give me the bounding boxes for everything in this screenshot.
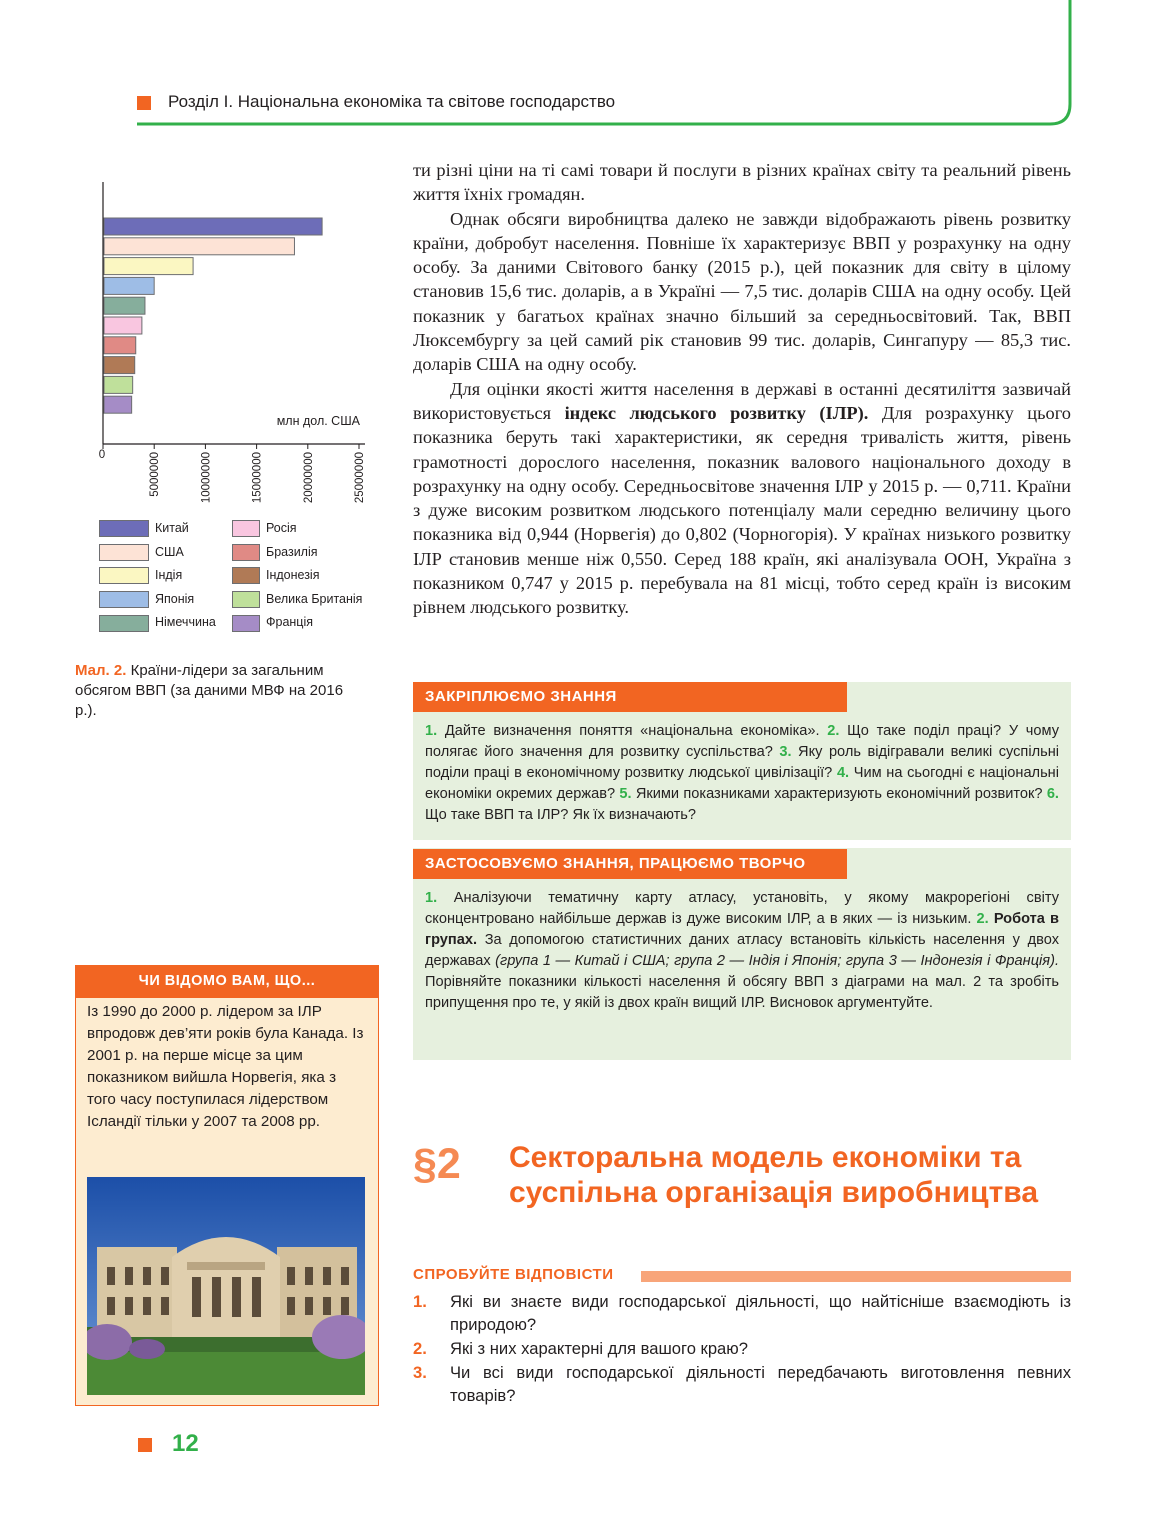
x-tick-label: 20000000: [302, 452, 315, 504]
bar-3: [104, 277, 154, 294]
legend-item: [99, 565, 182, 585]
caption-label: Мал. 2.: [75, 662, 127, 679]
apply-title: ЗАСТОСОВУЄМО ЗНАННЯ, ПРАЦЮЄМО ТВОРЧО: [413, 849, 847, 879]
legend-label: Франція: [266, 615, 314, 630]
bar-5: [104, 317, 142, 334]
header-marker: [137, 96, 151, 110]
bar-6: [104, 337, 136, 354]
legend-item: [232, 612, 313, 632]
x-tick-label: 10000000: [200, 452, 213, 504]
paragraph-3-end: Для розрахунку цього показника беруть такі характеристики, як середня тривалість життя, рівень грамотності дорослого населення, показник валового національного доходу в розрахунку на одну особу. Середньосвітове значення ІЛР у 2015 р. — 0,711. Країни з дуже високим розвитком людського потенціалу мали середню величину цього показника від 0,944 (Норвегія) до 0,802 (Чорногорія). У країнах низького розвитку ІЛР становив менше ніж 0,550. Серед 188 країн, які аналізувала ООН, Україна з показником 0,747 у 2015 р. перебувала на 81 місці, тобто серед країн із високим рівнем людського розвитку.: [413, 402, 1071, 618]
question-number: 5.: [619, 786, 632, 802]
legend-swatch: [232, 591, 260, 608]
question-text: Що таке поділ праці? У чому полягає його значення для розвитку суспільства?: [425, 723, 1059, 760]
question-text: Які ви знаєте види господарської діяльності, що найтісніше взаємодіють із природою?: [450, 1292, 1071, 1334]
try-answer-label: СПРОБУЙТЕ ВІДПОВІСТИ: [413, 1266, 614, 1283]
legend-label: Росія: [266, 521, 297, 535]
bar-9: [104, 396, 132, 413]
page-marker: [138, 1438, 152, 1452]
legend-item: [99, 612, 216, 632]
figure-caption: [75, 661, 365, 721]
legend-swatch: [99, 591, 149, 608]
legend-item: [99, 542, 184, 562]
header-title: Розділ І. Національна економіка та світове господарство: [168, 92, 616, 111]
bar-4: [104, 297, 145, 314]
task-text: Порівняйте показники кількості населення й обсягу ВВП з діаграми на мал. 2 та зробіть припущення про те, у якій із двох країн вищий ІЛР. Висновок аргументуйте.: [425, 974, 1059, 1011]
question-text: Чим на сьогодні є національні економіки окремих держав?: [425, 765, 1059, 802]
question-text: Дайте визначення поняття «національна економіка».: [437, 723, 828, 739]
question-text: Чи всі види господарської діяльності передбачають виготовлення певних товарів?: [450, 1363, 1071, 1405]
did-you-know-title: ЧИ ВІДОМО ВАМ, ЩО...: [75, 965, 379, 998]
x-tick-label: 15000000: [251, 452, 264, 504]
question-number: 3.: [413, 1363, 427, 1382]
legend-swatch: [232, 567, 260, 584]
did-you-know-text: Із 1990 до 2000 р. лідером за ІЛР впродовж дев’яти років була Канада. Із 2001 р. на перше місце за цим показником вийшла Норвегія, яка з того часу поступилася лідерством Ісландії тільки у 2007 та 2008 рр.: [87, 1003, 364, 1130]
paragraph-3-start: Для оцінки якості життя населення в державі в останні десятиліття зазвичай використовується: [413, 378, 1071, 423]
paragraph-3: [413, 377, 1071, 620]
question-item: [413, 1290, 1071, 1336]
legend-swatch: [99, 544, 149, 561]
paragraph-2: Однак обсяги виробництва далеко не завжди відображають рівень розвитку країни, добробут населення. Повніше їх характеризує ВВП у розрахунку на одну особу. За даними Світового банку (2015 р.), цей показник для світу в цілому становив 15,6 тис. доларів, а в Україні — 7,5 тис. доларів США на одну особу. Цей показник у багатьох країнах значно більший за середньосвітовий. Так, ВВП Люксембургу за цей самий рік становив 99 тис. доларів, Сингапуру — 85,3 тис. доларів США на одну особу.: [413, 208, 1071, 375]
legend-swatch: [232, 615, 260, 632]
question-text: Що таке ВВП та ІЛР? Як їх визначають?: [425, 807, 697, 823]
question-number: 3.: [779, 744, 792, 760]
question-number: 6.: [1046, 786, 1059, 802]
legend-swatch: [232, 520, 260, 537]
legend-item: [99, 518, 189, 538]
question-text: Яку роль відігравали великі суспільні поділи праці в економічному розвитку людської цивілізації?: [425, 744, 1059, 781]
task-groups: (група 1 — Китай і США; група 2 — Індія і Японія; група 3 — Індонезія і Франція).: [495, 953, 1059, 969]
bar-7: [104, 357, 135, 374]
apply-tasks: [425, 888, 1059, 1014]
legend-label: Японія: [155, 591, 195, 606]
x-tick-label: 0: [98, 449, 106, 461]
section-number: §2: [413, 1140, 461, 1188]
legend-item: [232, 589, 362, 609]
question-text: Які з них характерні для вашого краю?: [450, 1339, 748, 1358]
body-text: [413, 158, 1071, 620]
legend-label: Бразилія: [266, 544, 318, 559]
try-answer-bar: [641, 1271, 1071, 1282]
legend-label: Китай: [155, 521, 189, 535]
legend-swatch: [232, 544, 260, 561]
task-text: За допомогою статистичних даних атласу встановіть кількість населення у двох державах: [425, 932, 1059, 969]
legend-item: [232, 542, 318, 562]
bar-2: [104, 258, 193, 275]
bar-0: [104, 218, 322, 235]
x-tick-label: 25000000: [354, 452, 366, 504]
paragraph-1: ти різні ціни на ті самі товари й послуги в різних країнах світу та реальний рівень життя їхніх громадян.: [413, 160, 1071, 205]
question-item: [413, 1337, 1071, 1360]
hdi-term: індекс людського розвитку (ІЛР).: [564, 402, 869, 423]
question-number: 2.: [827, 723, 840, 739]
legend-label: Індонезія: [266, 568, 320, 583]
legend-item: [99, 589, 194, 609]
task-group-work: Робота в групах.: [425, 911, 1059, 948]
parliament-photo: [87, 1177, 365, 1395]
question-text: Якими показниками характеризують економічний розвиток?: [631, 786, 1047, 802]
legend-swatch: [99, 567, 149, 584]
task-text: Аналізуючи тематичну карту атласу, установіть, у якому макрорегіоні світу сконцентровано найбільше держав із дуже високим ІЛР, а в яких — із низьким.: [425, 890, 1059, 927]
page-number: 12: [172, 1430, 199, 1457]
legend-item: [232, 565, 319, 585]
bar-8: [104, 376, 133, 393]
legend-label: Німеччина: [155, 615, 216, 630]
legend-swatch: [99, 615, 149, 632]
legend-label: США: [155, 544, 184, 559]
legend-label: Індія: [155, 568, 183, 583]
x-tick-label: 5000000: [149, 452, 162, 497]
legend-item: [232, 518, 297, 538]
legend-label: Велика Британія: [266, 591, 363, 606]
legend-swatch: [99, 520, 149, 537]
task-number: 1.: [425, 890, 438, 906]
question-number: 4.: [836, 765, 850, 781]
question-number: 1.: [413, 1292, 427, 1311]
question-number: 1.: [425, 723, 438, 739]
unit-label: млн дол. США: [276, 414, 360, 428]
caption-text: Країни-лідери за загальним обсягом ВВП (за даними МВФ на 2016 р.).: [75, 662, 344, 719]
section-title: Секторальна модель економіки та суспільна організація виробництва: [509, 1141, 1038, 1209]
bar-1: [104, 238, 294, 255]
task-number: 2.: [976, 911, 989, 927]
reinforce-questions: [425, 721, 1059, 826]
reinforce-title: ЗАКРІПЛЮЄМО ЗНАННЯ: [413, 682, 847, 712]
header-rule: [0, 0, 1162, 140]
question-number: 2.: [413, 1339, 427, 1358]
question-item: [413, 1361, 1071, 1407]
